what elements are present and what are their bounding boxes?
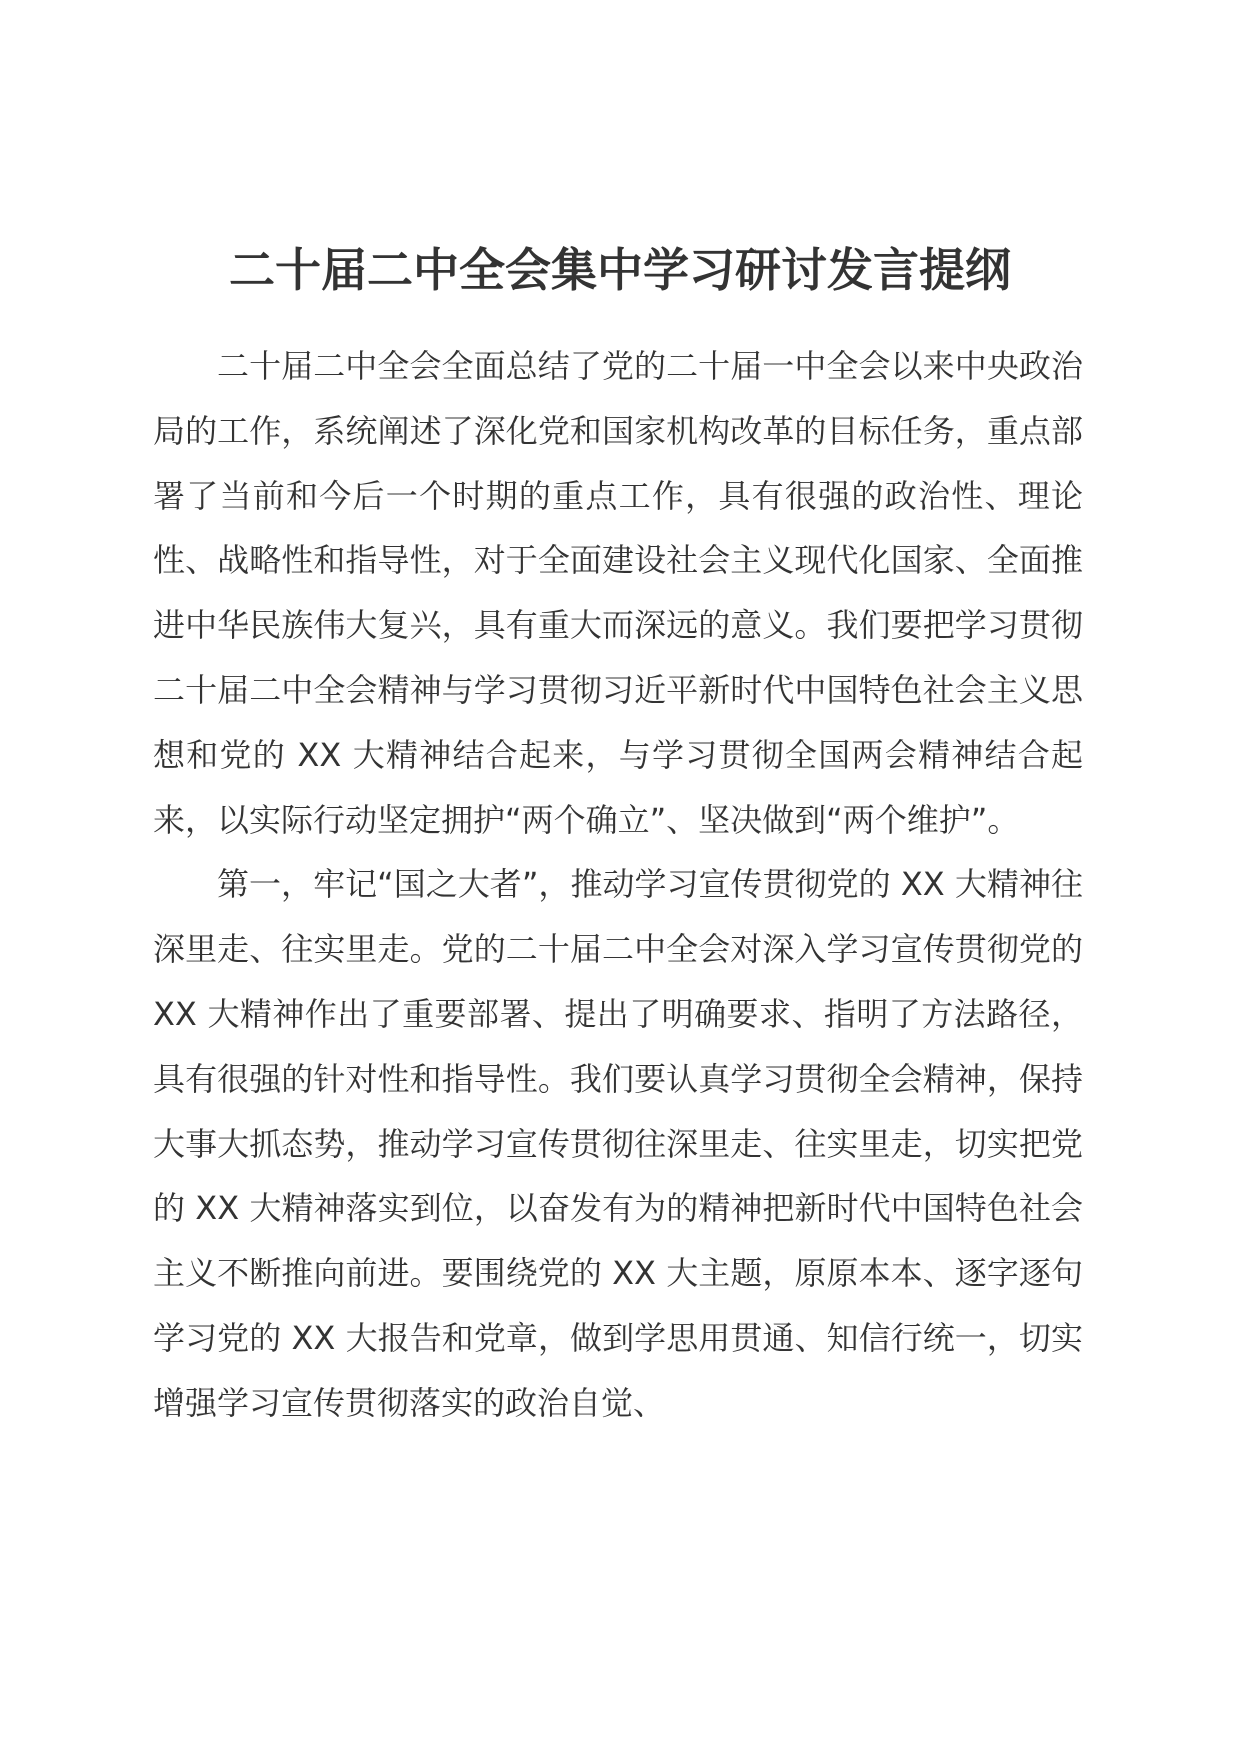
document-title: 二十届二中全会集中学习研讨发言提纲 (229, 243, 1011, 297)
paragraph-point-one: 第一，牢记“国之大者”，推动学习宣传贯彻党的 XX 大精神往深里走、往实里走。党的二十届二中全会对深入学习宣传贯彻党的 XX 大精神作出了重要部署、提出了明确要求、指明了方法路径，具有很强的针对性和指导性。我们要认真学习贯彻全会精神，保持大事大抓态势，推动学习宣传贯彻往深里走、往实里走，切实把党的 XX 大精神落实到位，以奋发有为的精神把新时代中国特色社会主义不断推向前进。要围绕党的 XX 大主题，原原本本、逐字逐句学习党的 XX 大报告和党章，做到学思用贯通、知信行统一，切实增强学习宣传贯彻落实的政治自觉、 (153, 865, 1083, 1422)
document-body (153, 334, 1083, 1436)
paragraph-intro: 二十届二中全会全面总结了党的二十届一中全会以来中央政治局的工作，系统阐述了深化党和国家机构改革的目标任务，重点部署了当前和今后一个时期的重点工作，具有很强的政治性、理论性、战略性和指导性，对于全面建设社会主义现代化国家、全面推进中华民族伟大复兴，具有重大而深远的意义。我们要把学习贯彻二十届二中全会精神与学习贯彻习近平新时代中国特色社会主义思想和党的 XX 大精神结合起来，与学习贯彻全国两会精神结合起来，以实际行动坚定拥护“两个确立”、坚决做到“两个维护”。 (153, 347, 1083, 839)
